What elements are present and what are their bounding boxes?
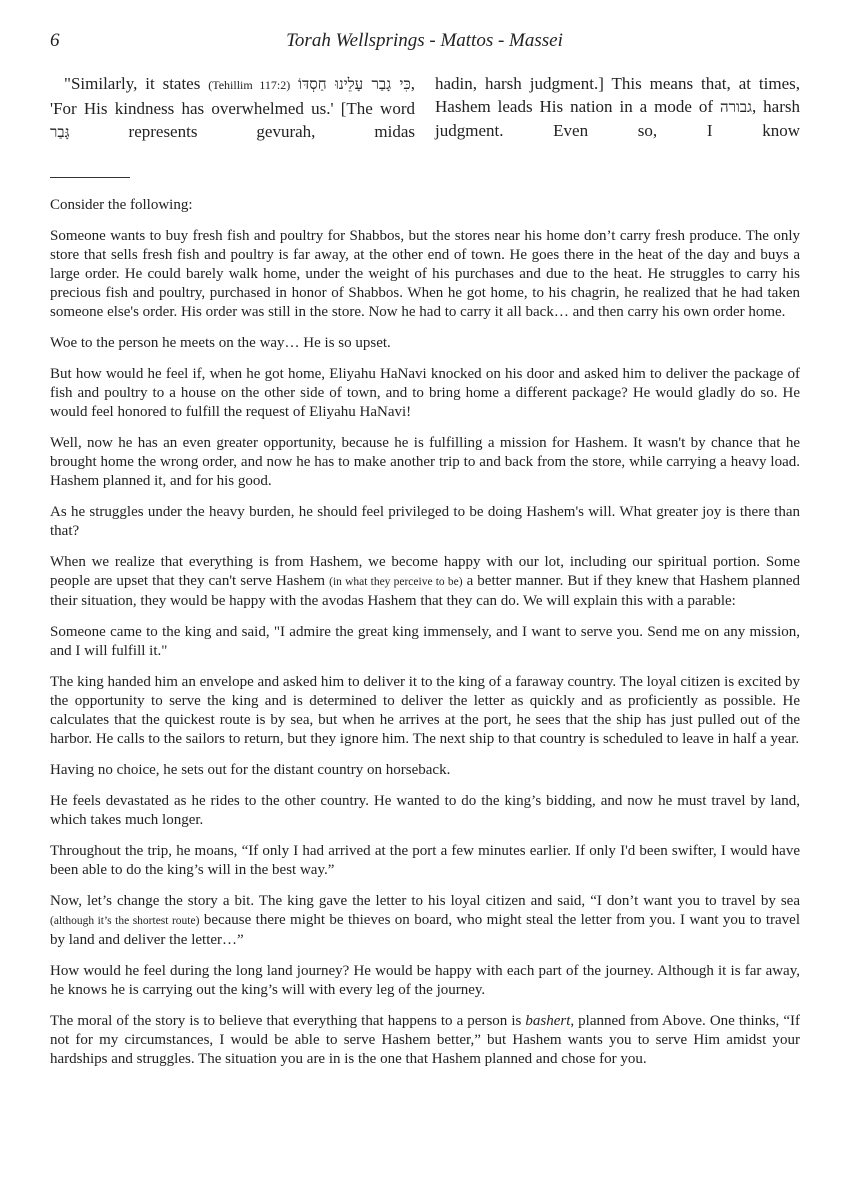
running-header [50, 30, 799, 56]
text-run: Now, let’s change the story a bit. The king gave the letter to his loyal citizen and said, “I don’t want you to travel by sea [50, 893, 800, 909]
footnote-paragraph [50, 962, 800, 1000]
text-run [290, 74, 298, 93]
paragraph [435, 72, 800, 142]
text-run: , harsh judgment. Even so, I know [435, 97, 800, 140]
footnote-section [50, 196, 800, 1081]
footnote-paragraph [50, 842, 800, 880]
text-run: hadin, harsh judgment.] This means that, at times, Hashem leads His nation in a mode of [435, 74, 800, 116]
footnote-paragraph [50, 365, 800, 422]
text-run: Someone wants to buy fresh fish and poultry for Shabbos, but the stores near his home don’t carry fresh produce. The only store that sells fresh fish and poultry is far away, at the other end of town. He goes there in the heat of the day and buys a large order. He could barely walk home, under the weight of his purchases and due to the heat. He struggles to carry his precious fish and poultry, purchased in honor of Shabbos. When he got home, to his chagrin, he realized that he had taken someone else's order. His order was still in the store. Now he had to carry it all back… and then carry his own order home. [50, 228, 800, 320]
footnote-paragraph [50, 553, 800, 611]
text-run: He feels devastated as he rides to the other country. He wanted to do the king’s bidding, and now he must travel by land, which takes much longer. [50, 793, 800, 828]
footnote-paragraph [50, 1012, 800, 1069]
text-run: The moral of the story is to believe that everything that happens to a person is [50, 1013, 526, 1029]
text-run: a better manner. But if they knew that Hashem planned their situation, they would be happy with the avodas Hashem that they can do. We will explain this with a parable: [50, 573, 801, 609]
text-run: Consider the following: [50, 197, 193, 213]
page-number: 6 [50, 30, 60, 51]
text-run: The king handed him an envelope and asked him to deliver it to the king of a faraway country. The loyal citizen is excited by the opportunity to serve the king and is determined to deliver the letter as quickly and as proficiently as possible. He calculates that the quickest route is by sea, but when he arrives at the port, he sees that the ship has just pulled out of the harbor. He calls to the sailors to return, but they ignore him. The next ship to that country is scheduled to leave in half a year. [50, 674, 800, 747]
text-run: "Similarly, it states [64, 74, 209, 93]
footnote-paragraph [50, 892, 800, 950]
citation-text: (although it’s the shortest route) [50, 915, 200, 927]
paragraph [50, 72, 415, 144]
text-run: represents gevurah, midas [69, 122, 415, 141]
text-run: When we realize that everything is from Hashem, we become happy with our lot, including our spiritual portion. Some people are upset that they can't serve Hashem [50, 554, 800, 589]
footnote-paragraph [50, 227, 800, 322]
text-run: Someone came to the king and said, "I admire the great king immensely, and I want to serve you. Send me on any mission, and I will fulfill it." [50, 624, 800, 659]
footnote-paragraph [50, 623, 800, 661]
footnote-paragraph [50, 503, 800, 541]
text-run: Having no choice, he sets out for the distant country on horseback. [50, 762, 451, 778]
hebrew-text: גבורה [719, 98, 752, 116]
footnote-paragraph [50, 792, 800, 830]
footnote-paragraph [50, 334, 800, 353]
text-run: , 'For His kindness has overwhelmed us.' [The word [50, 74, 416, 118]
main-text-columns [50, 72, 800, 144]
footnote-paragraph [50, 196, 800, 215]
text-run: How would he feel during the long land journey? He would be happy with each part of the journey. Although it is far away, he knows he is carrying out the king’s will with every leg of the journey. [50, 963, 800, 998]
italic-text: bashert [525, 1013, 571, 1029]
left-column [50, 72, 415, 144]
text-run: , planned from Above. One thinks, “If not for my circumstances, I would be able to serve Hashem better,” but Hashem wants you to serve Him amidst your hardships and struggles. The situation you are in is the one that Hashem planned and chose for you. [50, 1013, 800, 1067]
running-title: Torah Wellsprings - Mattos - Massei [286, 30, 563, 51]
hebrew-text: גָּבַר [50, 123, 70, 141]
text-run: Well, now he has an even greater opportunity, because he is fulfilling a mission for Hashem. It wasn't by chance that he brought home the wrong order, and now he has to make another trip to and back from the store, while carrying a heavy load. Hashem planned it, and for his good. [50, 435, 800, 489]
text-run: because there might be thieves on board, who might steal the letter from you. I want you to travel by land and deliver the letter…” [50, 912, 800, 948]
footnote-paragraph [50, 673, 800, 749]
footnote-paragraph [50, 761, 800, 780]
citation-text: (Tehillim 117:2) [208, 78, 291, 92]
right-column [435, 72, 800, 144]
footnote-paragraph [50, 434, 800, 491]
text-run: But how would he feel if, when he got home, Eliyahu HaNavi knocked on his door and asked him to deliver the package of fish and poultry to a house on the other side of town, and to bring home a different package? He would gladly do so. He would feel honored to fulfill the request of Eliyahu HaNavi! [50, 366, 800, 420]
footnote-divider [50, 177, 130, 178]
text-run: Throughout the trip, he moans, “If only I had arrived at the port a few minutes earlier. If only I'd been swifter, I would have been able to do the king’s will in the best way.” [50, 843, 800, 878]
citation-text: (in what they perceive to be) [329, 576, 463, 588]
hebrew-text: כִּי גָבַר עָלֵינוּ חַסְדּוֹ [298, 75, 411, 93]
text-run: As he struggles under the heavy burden, he should feel privileged to be doing Hashem's will. What greater joy is there than that? [50, 504, 800, 539]
text-run: Woe to the person he meets on the way… He is so upset. [50, 335, 391, 351]
